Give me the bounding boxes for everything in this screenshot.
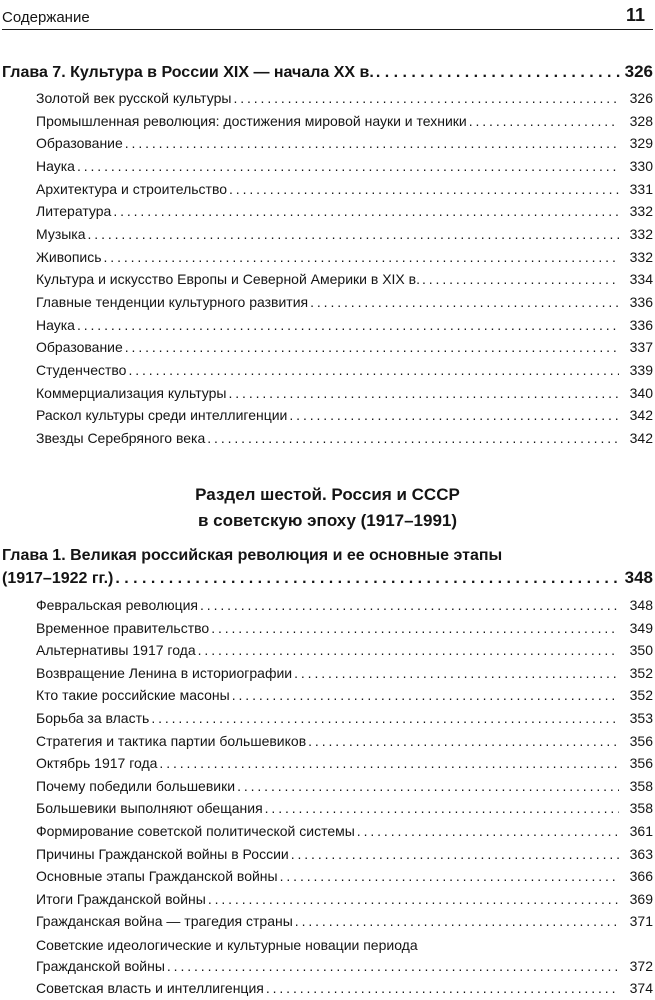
toc-entry-label: Наука [36,158,75,174]
toc-entry[interactable] [36,404,653,427]
leader-dots [266,977,619,1000]
toc-entry-page: 349 [629,619,653,636]
leader-dots [207,427,619,450]
leader-dots [229,178,619,201]
toc-entry-page: 356 [629,755,653,772]
chapter-page: 348 [624,568,653,587]
section-heading [0,482,655,534]
toc-entry[interactable] [36,662,653,685]
toc-entry[interactable] [36,888,653,911]
toc-entry-label: Коммерциализация культуры [36,384,227,401]
toc-entry-page: 334 [629,271,653,288]
toc-entry-label: Образование [36,339,123,356]
toc-entry[interactable] [36,797,653,820]
toc-entry-page: 339 [629,362,653,379]
chapter-title-continued: (1917–1922 гг.) [2,570,114,587]
toc-entry-page: 336 [629,294,653,311]
leader-dots [88,223,619,246]
toc-entry-page: 336 [629,316,653,333]
leader-dots [128,359,619,382]
toc-entry-page: 352 [629,687,653,704]
toc-entry-label: Борьба за власть [36,710,150,726]
leader-dots [211,617,619,640]
leader-dots [159,752,619,775]
toc-entry-label: Архитектура и строительство [36,180,228,197]
chapter-7-heading[interactable] [2,61,653,83]
running-header [2,2,653,30]
toc-entry-label: Литература [36,203,112,220]
leader-dots [237,775,619,798]
toc-entry-label: Музыка [36,226,86,243]
toc-entry-label: Февральская революция [36,597,199,613]
toc-entry[interactable] [36,359,653,382]
toc-entry-label: Временное правительство [36,619,210,636]
toc-entry-page: 350 [629,642,653,659]
toc-entry-page: 326 [629,90,653,106]
section-heading-line-1: Раздел шестой. Россия и СССР [195,485,460,504]
leader-dots [295,910,619,933]
toc-entry[interactable] [36,314,653,337]
toc-entry-page: 361 [629,823,653,839]
toc-entry-label: Звезды Серебряного века [36,430,206,447]
toc-entry-label: Октябрь 1917 года [36,755,158,772]
section-heading-line-2: в советскую эпоху (1917–1991) [197,511,458,530]
toc-entry-page: 337 [629,339,653,356]
toc-entry[interactable] [36,639,653,662]
toc-entry-page: 358 [629,777,653,794]
toc-entry[interactable] [36,977,653,1000]
toc-entry-label: Золотой век русской культуры [36,90,232,106]
toc-entry-page: 330 [629,158,653,174]
toc-entry-page: 358 [629,800,653,817]
leader-dots [422,268,619,291]
toc-entry[interactable] [36,200,653,223]
leader-dots [308,730,619,753]
toc-entry[interactable] [36,223,653,246]
running-header-title: Содержание [2,9,90,26]
toc-entry[interactable] [36,843,653,866]
toc-entry-page: 342 [629,407,653,424]
toc-entry[interactable] [36,268,653,291]
chapter-title: Глава 7. Культура в России XIX — начала XX в. [2,64,374,81]
toc-entry[interactable] [36,617,653,640]
leader-dots [125,336,619,359]
leader-dots [125,132,619,155]
toc-entry-page: 329 [629,135,653,152]
toc-entry-page: 356 [629,732,653,749]
toc-entry-label: Большевики выполняют обещания [36,800,263,817]
toc-entry-label: Культура и искусство Европы и Северной Америки в XIX в. [36,271,420,288]
toc-entry[interactable] [36,110,653,133]
leader-dots [208,888,619,911]
toc-entry-label: Причины Гражданской войны в России [36,845,289,862]
toc-entry-label: Кто такие российские масоны [36,687,230,704]
leader-dots [233,87,619,110]
toc-entry-label: Стратегия и тактика партии большевиков [36,732,307,749]
toc-entry-label: Главные тенденции культурного развития [36,294,309,311]
toc-entry[interactable] [36,155,653,178]
chapter-page: 326 [624,62,653,81]
toc-entry-label: Образование [36,135,123,152]
toc-entry-label: Гражданская война — трагедия страны [36,913,293,930]
leader-dots [77,314,619,337]
toc-entry[interactable] [36,246,653,269]
toc-entry[interactable] [36,865,653,888]
toc-entry[interactable] [36,775,653,798]
leader-dots [232,684,619,707]
toc-entry-page: 352 [629,664,653,681]
toc-entry[interactable] [36,87,653,110]
leader-dots [289,404,619,427]
toc-entry[interactable] [36,427,653,450]
toc-entry[interactable] [36,594,653,617]
toc-entry-label: Студенчество [36,362,127,379]
toc-entry[interactable] [36,955,653,978]
toc-entry-label: Промышленная революция: достижения мировой науки и техники [36,112,467,129]
toc-entry-label: Почему победили большевики [36,777,236,794]
toc-entry-page: 332 [629,248,653,265]
leader-dots [229,382,620,405]
toc-entry-page: 331 [629,180,653,197]
leader-dots [265,797,619,820]
chapter-1-heading[interactable] [2,567,653,589]
toc-entry-page: 332 [629,226,653,243]
toc-entry-label: Основные этапы Гражданской войны [36,868,278,885]
toc-entry-page: 328 [629,112,653,129]
toc-entry[interactable] [36,684,653,707]
toc-entry-first-line[interactable]: Советские идеологические и культурные новации периода [36,937,418,953]
toc-entry-page: 369 [629,890,653,907]
leader-dots [104,246,619,269]
toc-entry[interactable] [36,336,653,359]
leader-dots [291,843,619,866]
toc-entry[interactable] [36,382,653,405]
toc-entry-page: 332 [629,203,653,220]
toc-entry[interactable] [36,820,653,843]
toc-entry-page: 363 [629,845,653,862]
toc-entry-label: Возвращение Ленина в историографии [36,664,293,681]
toc-entry[interactable] [36,730,653,753]
toc-entry-label: Формирование советской политической системы [36,823,355,839]
toc-entry[interactable] [36,178,653,201]
toc-entry-label: Альтернативы 1917 года [36,642,196,659]
toc-entry-page: 340 [629,384,653,401]
leader-dots [376,62,623,84]
leader-dots [310,291,619,314]
toc-entry[interactable] [36,291,653,314]
toc-entry-label: Гражданской войны [36,958,165,974]
leader-dots [115,568,622,590]
toc-entry-page: 353 [629,710,653,726]
toc-entry-label: Советская власть и интеллигенция [36,980,264,996]
toc-entry[interactable] [36,910,653,933]
leader-dots [151,707,619,730]
toc-entry-page: 374 [629,980,653,996]
leader-dots [198,639,619,662]
leader-dots [357,820,619,843]
toc-entry[interactable] [36,707,653,730]
leader-dots [294,662,619,685]
toc-entry[interactable] [36,132,653,155]
leader-dots [113,200,619,223]
leader-dots [77,155,619,178]
toc-entry-label: Итоги Гражданской войны [36,890,206,907]
leader-dots [167,955,619,978]
chapter-1-heading-line-1[interactable]: Глава 1. Великая российская революция и ее основные этапы [2,547,503,564]
leader-dots [280,865,619,888]
leader-dots [469,110,619,133]
toc-entry-page: 371 [629,913,653,930]
page-number: 11 [625,5,645,25]
toc-entry-label: Живопись [36,248,102,265]
toc-entry-page: 372 [629,958,653,974]
toc-entry-label: Наука [36,316,75,333]
leader-dots [200,594,619,617]
toc-entry-page: 342 [629,430,653,447]
toc-entry-page: 348 [629,597,653,613]
toc-entry-page: 366 [629,868,653,885]
toc-entry-label: Раскол культуры среди интеллигенции [36,407,288,424]
toc-entry[interactable] [36,752,653,775]
